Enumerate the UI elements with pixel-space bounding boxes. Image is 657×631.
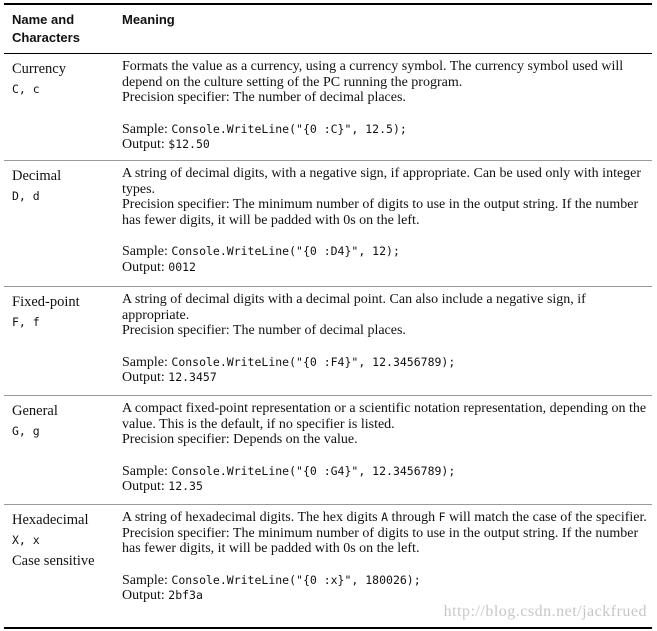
specifier-description: Formats the value as a currency, using a currency symbol. The currency symbol used will depend on the culture setting of the PC running the program.	[122, 59, 624, 90]
output-code: 12.3457	[168, 370, 217, 385]
output-line: Output: 0012	[122, 259, 196, 275]
sample-line: Sample: Console.WriteLine("{0 :G4}", 12.3456789);	[122, 463, 456, 479]
table-header	[4, 3, 652, 54]
sample-line: Sample: Console.WriteLine("{0 :F4}", 12.3456789);	[122, 354, 456, 370]
output-line: Output: 2bf3a	[122, 588, 203, 604]
output-line: Output: 12.3457	[122, 370, 217, 386]
output-code: 2bf3a	[168, 588, 203, 603]
table-row-general	[4, 396, 652, 505]
output-code: 0012	[168, 259, 196, 274]
output-code: 12.35	[168, 479, 203, 494]
table-row-fixed-point	[4, 287, 652, 396]
sample-code: Console.WriteLine("{0 :G4}", 12.3456789);	[171, 463, 456, 478]
sample-code: Console.WriteLine("{0 :D4}", 12);	[171, 244, 400, 259]
specifier-chars: D, d	[12, 189, 40, 203]
specifier-name: General	[12, 403, 58, 419]
specifier-name: Fixed-point	[12, 294, 80, 310]
sample-line: Sample: Console.WriteLine("{0 :x}", 180026);	[122, 572, 421, 588]
precision-specifier: Precision specifier: The number of decimal places.	[122, 323, 406, 339]
table-row-decimal	[4, 161, 652, 287]
watermark: http://blog.csdn.net/jackfrued	[443, 603, 647, 620]
precision-specifier: Precision specifier: Depends on the value.	[122, 432, 358, 448]
sample-line: Sample: Console.WriteLine("{0 :C}", 12.5);	[122, 121, 407, 137]
specifier-chars: C, c	[12, 82, 40, 96]
output-line: Output: 12.35	[122, 479, 203, 495]
case-sensitive-note: Case sensitive	[12, 553, 95, 569]
sample-code: Console.WriteLine("{0 :C}", 12.5);	[171, 121, 407, 136]
specifier-description: A string of decimal digits, with a negative sign, if appropriate. Can be used only with integer types.	[122, 166, 642, 197]
specifier-description: A compact fixed-point representation or a scientific notation representation, depending on the value. This is the default, if no specifier is listed.	[122, 401, 647, 432]
sample-code: Console.WriteLine("{0 :x}", 180026);	[171, 572, 421, 587]
specifier-name: Hexadecimal	[12, 512, 89, 528]
sample-line: Sample: Console.WriteLine("{0 :D4}", 12);	[122, 244, 400, 260]
specifier-description: A string of decimal digits with a decimal point. Can also include a negative sign, if appropriate.	[122, 292, 586, 323]
specifier-chars: G, g	[12, 424, 40, 438]
precision-specifier: Precision specifier: The number of decimal places.	[122, 90, 406, 106]
precision-specifier: Precision specifier: The minimum number of digits to use in the output string. If the number has fewer digits, it will be padded with 0s on the left.	[122, 525, 639, 557]
specifier-name: Currency	[12, 61, 66, 77]
sample-code: Console.WriteLine("{0 :F4}", 12.3456789);	[171, 354, 456, 369]
specifier-description: A string of hexadecimal digits. The hex digits A through F will match the case of the specifier.	[122, 510, 647, 525]
header-name-characters: Name and Characters	[12, 12, 80, 45]
table-row-currency	[4, 54, 652, 161]
precision-specifier: Precision specifier: The minimum number of digits to use in the output string. If the number has fewer digits, it will be padded with 0s on the left.	[122, 197, 639, 228]
specifier-chars: X, x	[12, 533, 40, 547]
specifier-chars: F, f	[12, 315, 40, 329]
header-meaning: Meaning	[122, 12, 175, 27]
specifier-name: Decimal	[12, 168, 62, 184]
output-line: Output: $12.50	[122, 137, 210, 153]
output-code: $12.50	[168, 137, 210, 152]
